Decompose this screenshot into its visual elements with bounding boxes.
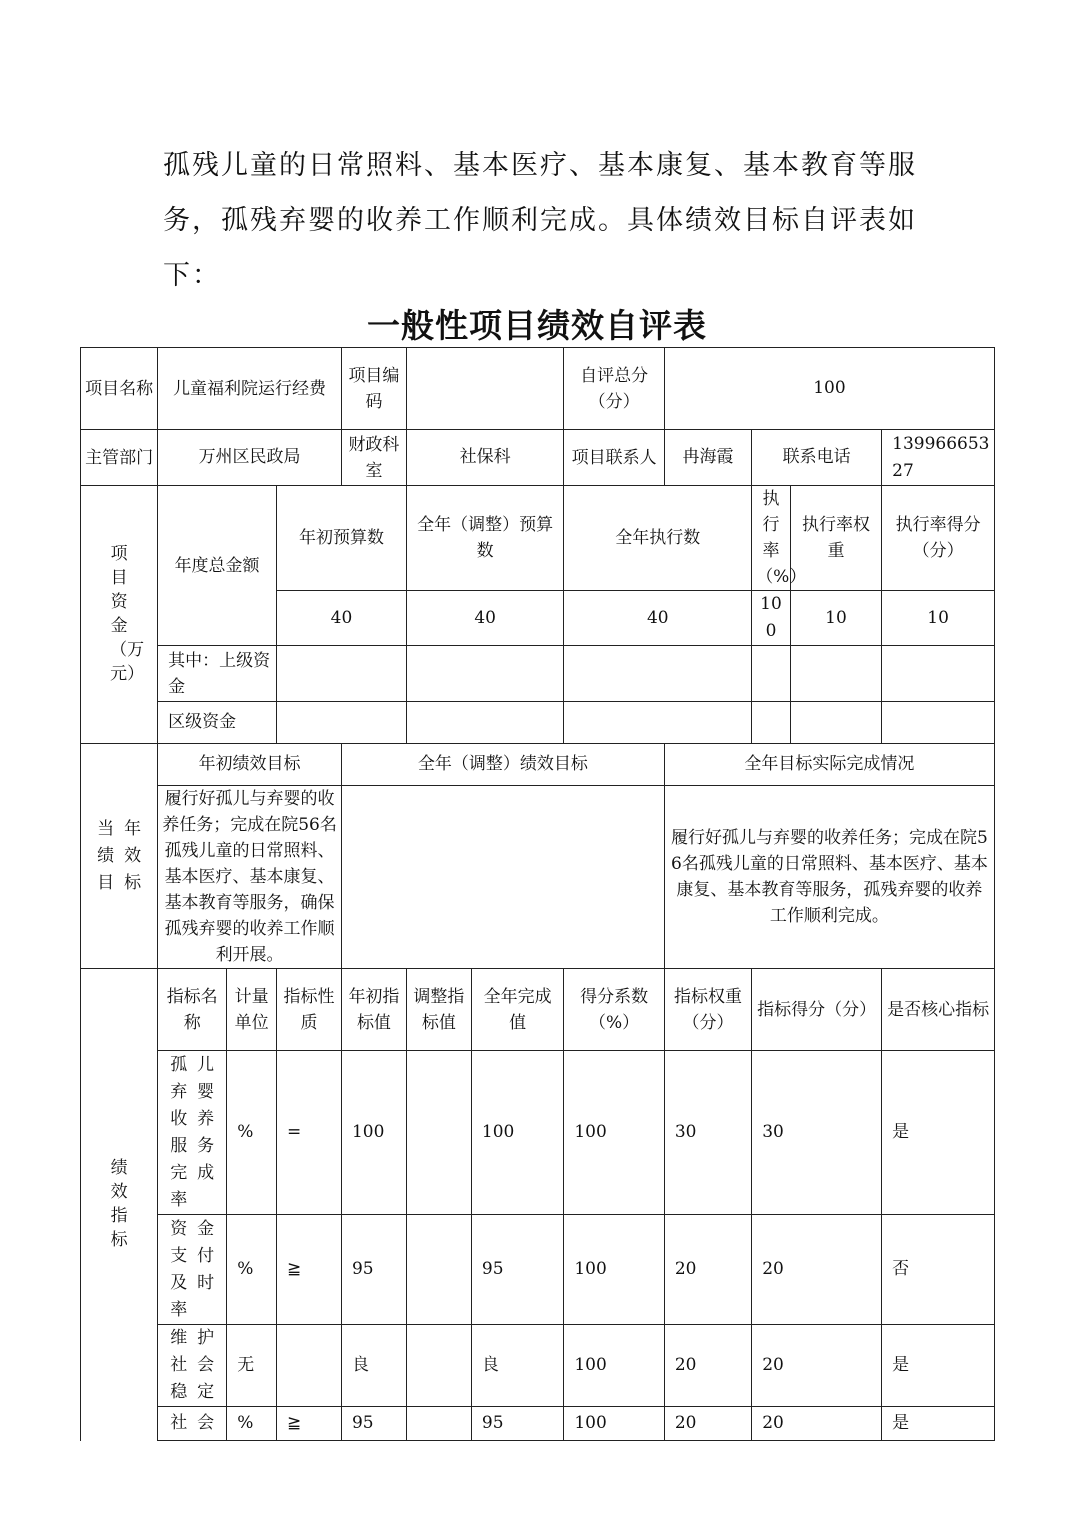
- table-cell: ≧: [276, 1407, 341, 1441]
- table-row: [81, 430, 995, 486]
- exec-score-value: 10: [882, 591, 995, 646]
- table-title: 一般性项目绩效自评表: [367, 306, 707, 345]
- goals-side-text: 当年绩效目标: [97, 818, 142, 893]
- table-cell: %: [227, 1215, 277, 1325]
- column-header: 得分系数（%）: [564, 969, 665, 1051]
- table-cell: 100: [564, 1325, 665, 1407]
- column-header: 年初指标值: [341, 969, 406, 1051]
- table-cell: 无: [227, 1325, 277, 1407]
- adjusted-budget-label: 全年（调整）预算数: [406, 486, 563, 591]
- table-cell: 100: [564, 1215, 665, 1325]
- table-cell: [406, 1325, 471, 1407]
- funds-side-text: 项目资金（万元）: [110, 543, 145, 684]
- initial-budget-label: 年初预算数: [276, 486, 406, 591]
- adjusted-goal-label: 全年（调整）绩效目标: [341, 744, 664, 786]
- table-cell: [564, 702, 752, 744]
- table-cell: 是: [882, 1407, 995, 1441]
- table-cell: 30: [752, 1051, 882, 1215]
- table-cell: 20: [752, 1215, 882, 1325]
- table-row: [81, 1325, 995, 1407]
- table-row: [81, 1051, 995, 1215]
- table-cell: 20: [752, 1325, 882, 1407]
- exec-weight-label: 执行率权重: [790, 486, 881, 591]
- table-cell: 100: [341, 1051, 406, 1215]
- table-cell: [406, 646, 563, 702]
- table-cell: [564, 646, 752, 702]
- table-cell: [406, 1215, 471, 1325]
- exec-score-label: 执行率得分（分）: [882, 486, 995, 591]
- table-row: [81, 486, 995, 591]
- initial-goal-text: 履行好孤儿与弃婴的收养任务；完成在院56名孤残儿童的日常照料、基本医疗、基本康复、基本教育等服务，确保孤残弃婴的收养工作顺利开展。: [158, 786, 342, 969]
- district-funds-label: 区级资金: [158, 702, 277, 744]
- project-code-label: 项目编码: [341, 348, 406, 430]
- table-cell: 良: [471, 1325, 563, 1407]
- actual-goal-text: 履行好孤儿与弃婴的收养任务；完成在院56名孤残儿童的日常照料、基本医疗、基本康复、基本教育等服务，孤残弃婴的收养工作顺利完成。: [664, 786, 994, 969]
- performance-evaluation-table: [80, 347, 995, 1441]
- table-row: [81, 1407, 995, 1441]
- table-cell: [790, 646, 881, 702]
- intro-line: 务，孤残弃婴的收养工作顺利完成。具体绩效目标自评表如: [163, 205, 917, 236]
- indicator-name: 资金支付及时率: [158, 1215, 227, 1325]
- intro-paragraph: [163, 138, 923, 303]
- table-cell: 20: [664, 1215, 751, 1325]
- intro-line: 孤残儿童的日常照料、基本医疗、基本康复、基本教育等服: [163, 150, 917, 181]
- column-header: 指标性质: [276, 969, 341, 1051]
- indicator-name: 维护社会稳定: [158, 1325, 227, 1407]
- table-row: [81, 646, 995, 702]
- table-cell: 是: [882, 1051, 995, 1215]
- intro-line: 下：: [163, 260, 221, 291]
- table-cell: 100: [564, 1407, 665, 1441]
- initial-budget-value: 40: [276, 591, 406, 646]
- phone-label: 联系电话: [752, 430, 882, 486]
- finance-office-label: 财政科室: [341, 430, 406, 486]
- table-cell: [406, 1407, 471, 1441]
- annual-total-label: 年度总金额: [158, 486, 277, 646]
- table-cell: [790, 702, 881, 744]
- adjusted-budget-value: 40: [406, 591, 563, 646]
- table-row: [81, 969, 995, 1051]
- table-cell: [882, 646, 995, 702]
- project-code-value: [406, 348, 563, 430]
- table-cell: 100: [564, 1051, 665, 1215]
- table-cell: [752, 646, 791, 702]
- dept-value: 万州区民政局: [158, 430, 342, 486]
- executed-value: 40: [564, 591, 752, 646]
- table-cell: 20: [752, 1407, 882, 1441]
- table-cell: ≧: [276, 1215, 341, 1325]
- table-cell: 100: [471, 1051, 563, 1215]
- finance-office-value: 社保科: [406, 430, 563, 486]
- column-header: 全年完成值: [471, 969, 563, 1051]
- table-cell: 30: [664, 1051, 751, 1215]
- table-cell: [406, 702, 563, 744]
- column-header: 调整指标值: [406, 969, 471, 1051]
- table-cell: 20: [664, 1325, 751, 1407]
- indicators-side-label: [81, 969, 158, 1441]
- goals-side-label: [81, 744, 158, 969]
- table-row: [81, 744, 995, 786]
- actual-goal-label: 全年目标实际完成情况: [664, 744, 994, 786]
- table-cell: [752, 702, 791, 744]
- table-cell: 95: [341, 1407, 406, 1441]
- table-cell: %: [227, 1407, 277, 1441]
- table-cell: [276, 646, 406, 702]
- column-header: 是否核心指标: [882, 969, 995, 1051]
- table-row: [81, 702, 995, 744]
- indicator-name: 社会: [158, 1407, 227, 1441]
- table-cell: 是: [882, 1325, 995, 1407]
- superior-funds-label: 其中：上级资金: [158, 646, 277, 702]
- exec-rate-label: 执行率（%）: [752, 486, 791, 591]
- exec-weight-value: 10: [790, 591, 881, 646]
- adjusted-goal-text: [341, 786, 664, 969]
- table-cell: 95: [341, 1215, 406, 1325]
- total-score-value: 100: [664, 348, 994, 430]
- indicators-side-text: 绩效指标: [110, 1157, 128, 1250]
- total-score-label: 自评总分（分）: [564, 348, 665, 430]
- table-cell: [406, 1051, 471, 1215]
- project-name-value: 儿童福利院运行经费: [158, 348, 342, 430]
- column-header: 指标权重（分）: [664, 969, 751, 1051]
- project-name-label: 项目名称: [81, 348, 158, 430]
- table-cell: [276, 702, 406, 744]
- column-header: 计量单位: [227, 969, 277, 1051]
- column-header: 指标得分（分）: [752, 969, 882, 1051]
- table-cell: 20: [664, 1407, 751, 1441]
- phone-value: 13996665327: [882, 430, 995, 486]
- funds-side-label: [81, 486, 158, 744]
- contact-value: 冉海霞: [664, 430, 751, 486]
- initial-goal-label: 年初绩效目标: [158, 744, 342, 786]
- table-cell: 否: [882, 1215, 995, 1325]
- table-cell: %: [227, 1051, 277, 1215]
- table-row: [81, 1215, 995, 1325]
- table-cell: 95: [471, 1407, 563, 1441]
- exec-rate-value: 100: [752, 591, 791, 646]
- table-cell: [882, 702, 995, 744]
- contact-label: 项目联系人: [564, 430, 665, 486]
- table-row: [81, 348, 995, 430]
- column-header: 指标名称: [158, 969, 227, 1051]
- indicator-name: 孤儿弃婴收养服务完成率: [158, 1051, 227, 1215]
- executed-label: 全年执行数: [564, 486, 752, 591]
- dept-label: 主管部门: [81, 430, 158, 486]
- table-cell: 良: [341, 1325, 406, 1407]
- table-cell: 95: [471, 1215, 563, 1325]
- table-cell: =: [276, 1051, 341, 1215]
- table-cell: [276, 1325, 341, 1407]
- table-row: [81, 786, 995, 969]
